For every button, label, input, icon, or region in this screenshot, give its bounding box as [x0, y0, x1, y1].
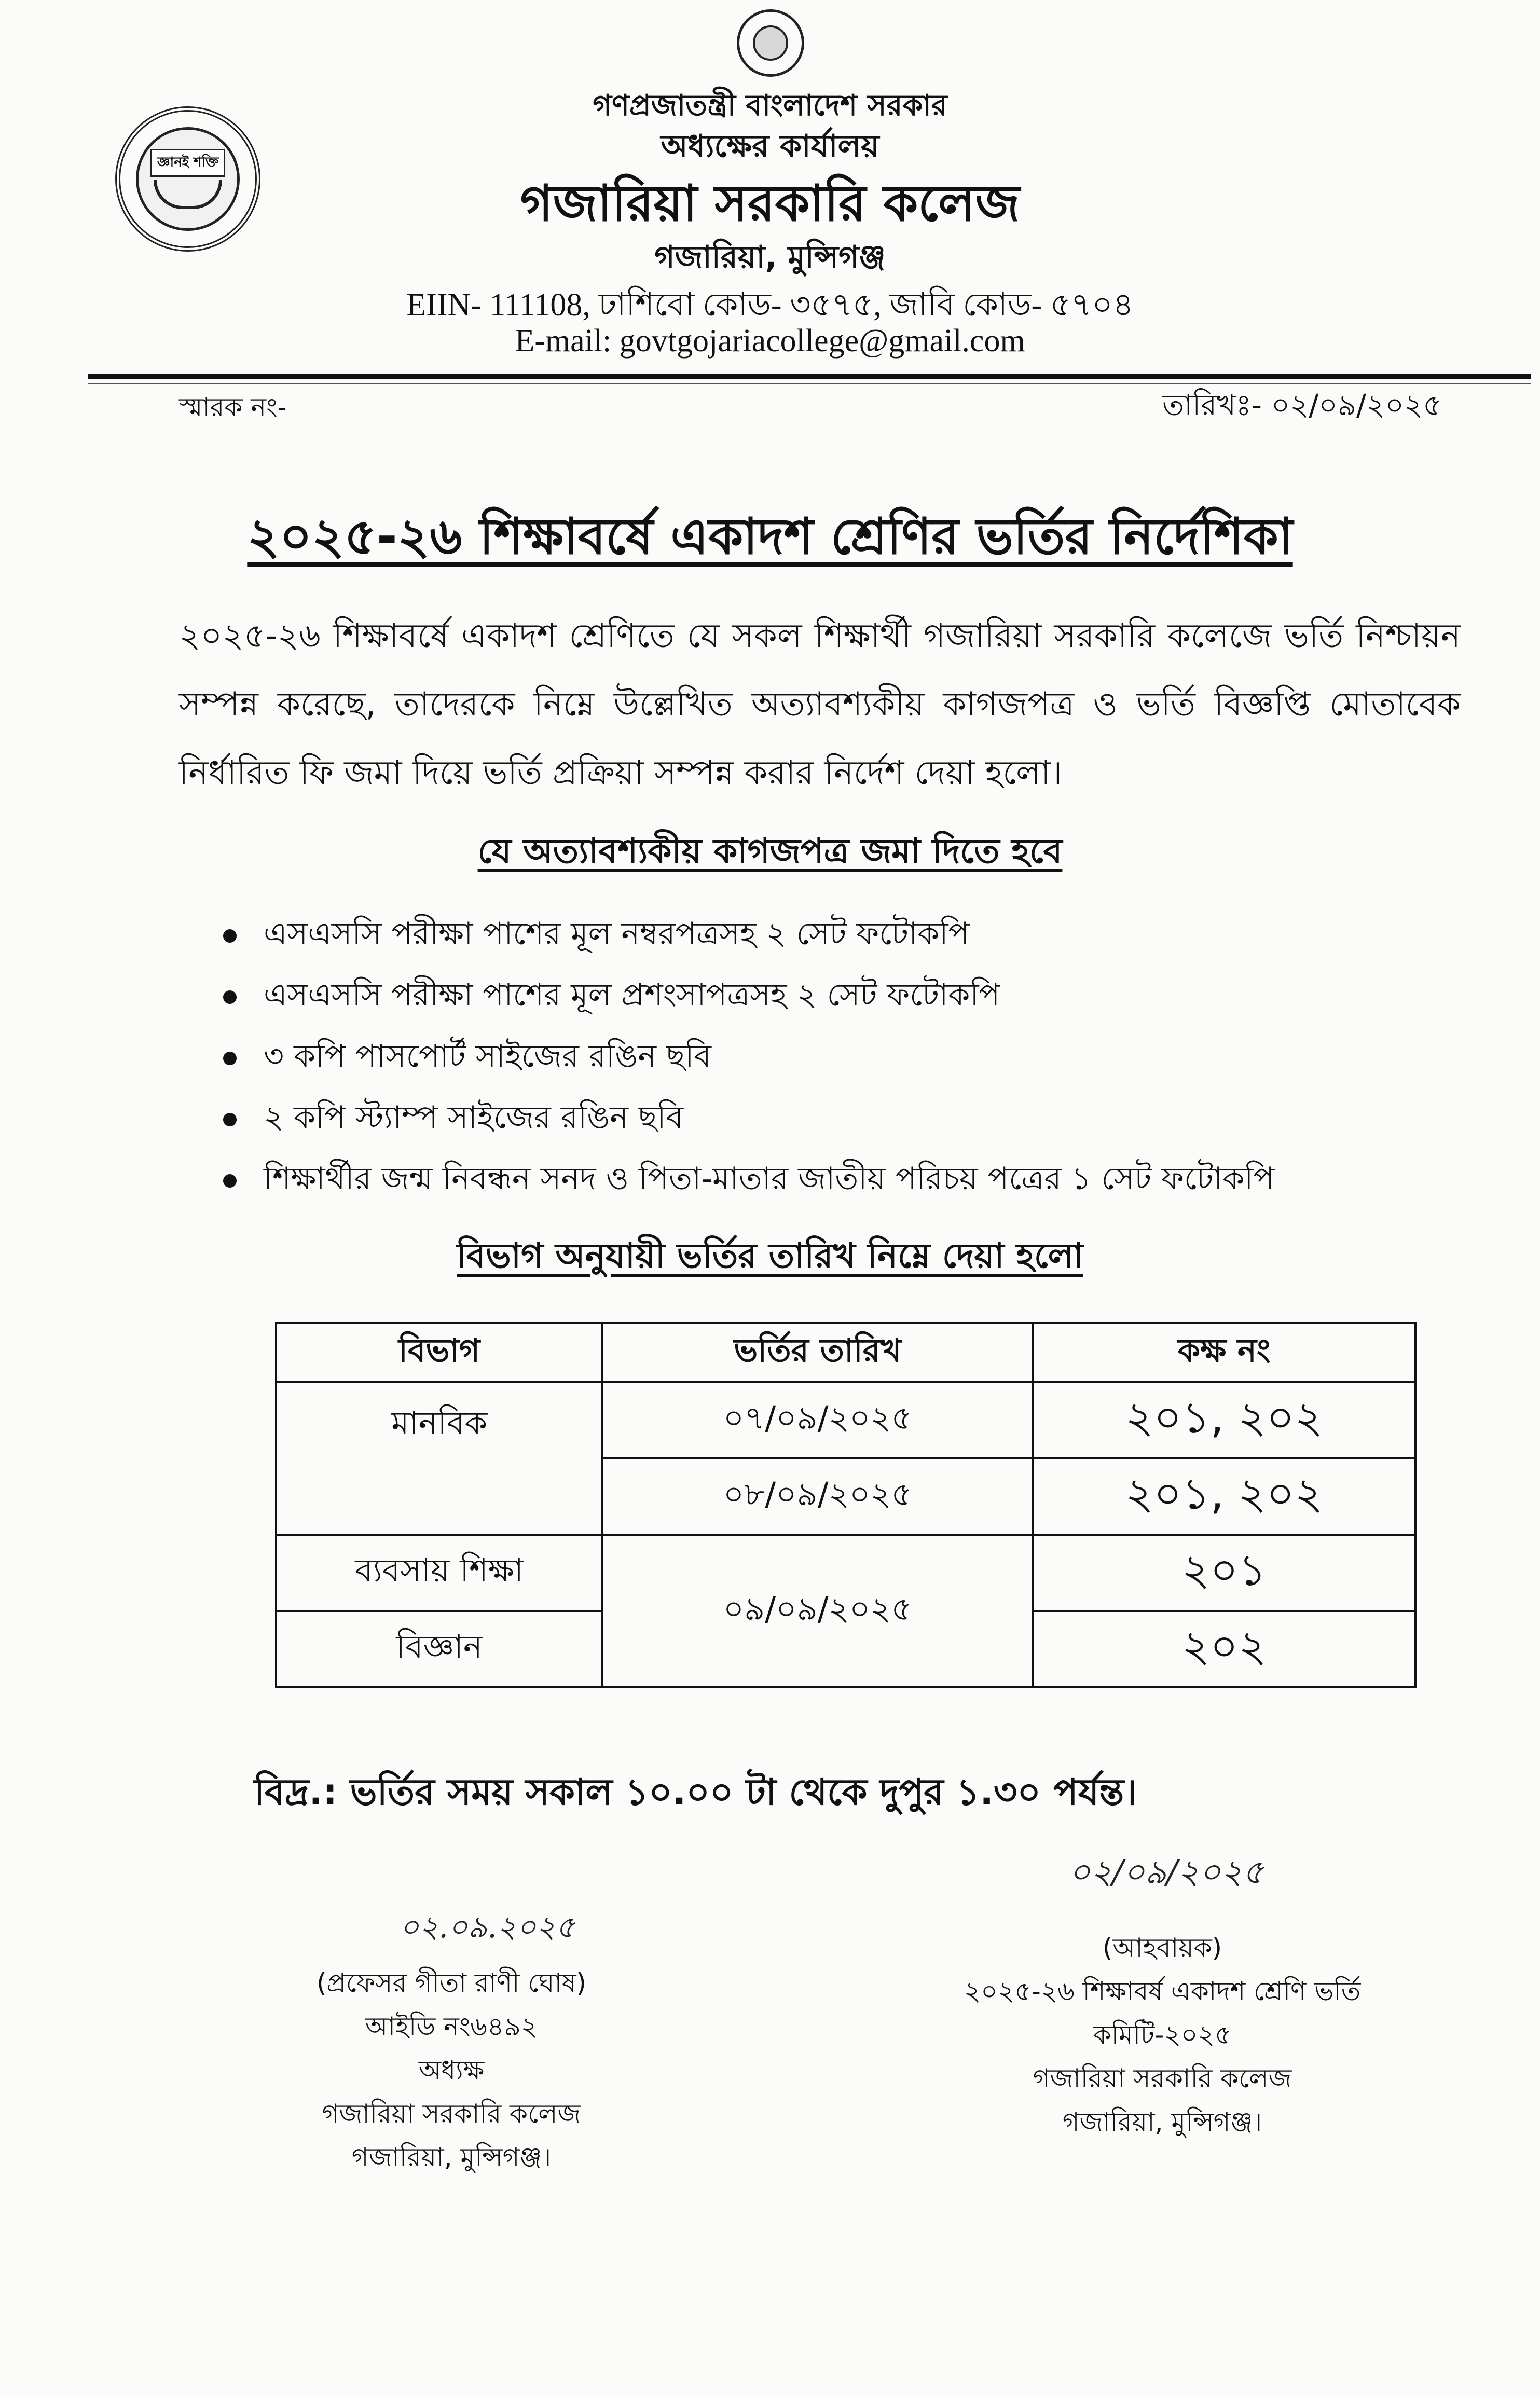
room-cell: ২০২	[1033, 1611, 1415, 1687]
list-item: ২ কপি স্ট্যাম্প সাইজের রঙিন ছবি	[223, 1089, 1274, 1150]
college-name: গজারিয়া সরকারি কলেজ	[520, 174, 1020, 232]
list-item: এসএসসি পরীক্ষা পাশের মূল প্রশংসাপত্রসহ ২ সেট ফটোকপি	[223, 967, 1274, 1028]
memo-number: স্মারক নং-	[179, 392, 287, 422]
schedule-heading: বিভাগ অনুযায়ী ভর্তির তারিখ নিম্নে দেয়া হলো	[457, 1236, 1083, 1276]
dept-business: ব্যবসায় শিক্ষা	[276, 1535, 602, 1611]
intro-paragraph: ২০২৫-২৬ শিক্ষাবর্ষে একাদশ শ্রেণিতে যে সকল শিক্ষার্থী গজারিয়া সরকারি কলেজে ভর্তি নিশ্চায়ন সম্পন্ন করেছে, তাদেরকে নিম্নে উল্লেখিত অত্যাবশ্যকীয় কাগজপত্র ও ভর্তি বিজ্ঞপ্তি মোতাবেক নির্ধারিত ফি জমা দিয়ে ভর্তি প্রক্রিয়া সম্পন্ন করার নির্দেশ দেয়া হলো।	[179, 617, 1461, 792]
government-seal-icon	[737, 9, 804, 77]
bullet-icon	[223, 1052, 237, 1065]
college-location: গজারিয়া, মুন্সিগঞ্জ	[654, 239, 886, 275]
institution-codes: EIIN- 111108, ঢাশিবো কোড- ৩৫৭৫, জাবি কোড- ৫৭০৪	[406, 287, 1134, 323]
room-cell: ২০১, ২০২	[1033, 1382, 1415, 1458]
documents-heading: যে অত্যাবশ্যকীয় কাগজপত্র জমা দিতে হবে	[477, 831, 1063, 871]
convener-place: গজারিয়া, মুন্সিগঞ্জ।	[1062, 2107, 1262, 2137]
bullet-icon	[223, 1113, 237, 1126]
email-line: E-mail: govtgojariacollege@gmail.com	[515, 323, 1025, 359]
principal-name: (প্রফেসর গীতা রাণী ঘোষ)	[316, 1968, 587, 1998]
principal-designation: অধ্যক্ষ	[418, 2055, 485, 2085]
principal-college: গজারিয়া সরকারি কলেজ	[322, 2099, 581, 2129]
dept-humanities: মানবিক	[276, 1382, 602, 1535]
convener-signature-block	[929, 1926, 1396, 2144]
documents-list	[223, 905, 1274, 1211]
header-divider	[88, 374, 1531, 379]
time-note: বিদ্র.: ভর্তির সময় সকাল ১০.০০ টা থেকে দুপুর ১.৩০ পর্যন্ত।	[254, 1771, 1137, 1813]
room-cell: ২০১	[1033, 1535, 1415, 1611]
gov-line: গণপ্রজাতন্ত্রী বাংলাদেশ সরকার	[593, 89, 947, 122]
table-row	[276, 1382, 1415, 1458]
bullet-icon	[223, 1174, 237, 1188]
date-cell: ০৮/০৯/২০২৫	[602, 1458, 1033, 1535]
principal-id: আইডি নং৬৪৯২	[365, 2012, 538, 2042]
committee-line-2: কমিটি-২০২৫	[1093, 2020, 1232, 2050]
date-cell: ০৯/০৯/২০২৫	[602, 1535, 1033, 1687]
admission-schedule-table	[275, 1322, 1417, 1688]
bullet-icon	[223, 990, 237, 1004]
committee-line-1: ২০২৫-২৬ শিক্ষাবর্ষ একাদশ শ্রেণি ভর্তি	[964, 1976, 1361, 2006]
office-name: অধ্যক্ষের কার্যালয়	[661, 128, 879, 164]
header-date: ভর্তির তারিখ	[602, 1323, 1033, 1382]
convener-signature: ০২/০৯/২০২৫	[1069, 1853, 1264, 1892]
principal-signature-block	[291, 1961, 612, 2179]
dept-science: বিজ্ঞান	[276, 1611, 602, 1687]
date-cell: ০৭/০৯/২০২৫	[602, 1382, 1033, 1458]
header-room: কক্ষ নং	[1033, 1323, 1415, 1382]
logo-motto: জ্ঞানই শক্তি	[150, 149, 226, 177]
list-item: এসএসসি পরীক্ষা পাশের মূল নম্বরপত্রসহ ২ সেট ফটোকপি	[223, 905, 1274, 967]
convener-college: গজারিয়া সরকারি কলেজ	[1033, 2063, 1292, 2093]
notice-date: তারিখঃ- ০২/০৯/২০২৫	[1162, 389, 1442, 422]
notice-title: ২০২৫-২৬ শিক্ষাবর্ষে একাদশ শ্রেণির ভর্তির নির্দেশিকা	[247, 507, 1293, 566]
list-item: ৩ কপি পাসপোর্ট সাইজের রঙিন ছবি	[223, 1028, 1274, 1089]
principal-signature: ০২.০৯.২০২৫	[400, 1909, 575, 1945]
convener-role: (আহবায়ক)	[1102, 1933, 1222, 1963]
table-row	[276, 1535, 1415, 1611]
room-cell: ২০১, ২০২	[1033, 1458, 1415, 1535]
table-header-row	[276, 1323, 1415, 1382]
bullet-icon	[223, 929, 237, 943]
list-item: শিক্ষার্থীর জন্ম নিবন্ধন সনদ ও পিতা-মাতার জাতীয় পরিচয় পত্রের ১ সেট ফটোকপি	[223, 1150, 1274, 1211]
principal-place: গজারিয়া, মুন্সিগঞ্জ।	[351, 2142, 552, 2172]
header-department: বিভাগ	[276, 1323, 602, 1382]
